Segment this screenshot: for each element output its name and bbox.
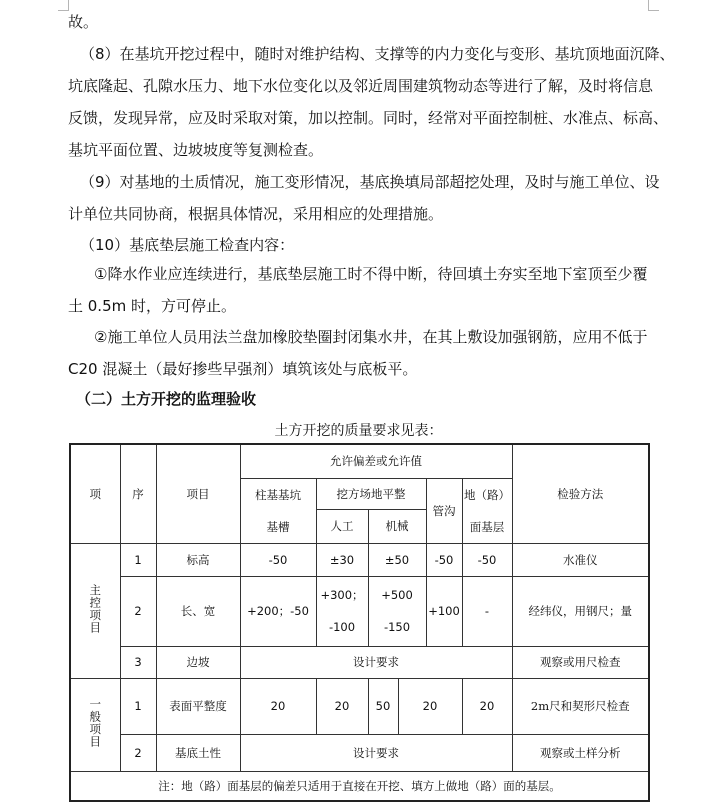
cell-road: -50	[462, 543, 512, 576]
cell-machine: 50	[368, 678, 398, 734]
cell-seq: 2	[120, 576, 156, 646]
page-corner-mark-right	[648, 0, 659, 11]
text-line: 基坑平面位置、边坡坡度等复测检查。	[68, 141, 324, 159]
group-label: 主控项目	[88, 584, 103, 634]
table-note: 注：地（路）面基层的偏差只适用于直接在开挖、填方上做地（路）面的基层。	[70, 771, 649, 801]
table-row	[70, 576, 649, 646]
cell-line: -150	[383, 620, 411, 634]
table-caption: 土方开挖的质量要求见表：	[274, 423, 443, 439]
header-project: 项目	[156, 444, 240, 543]
cell-seq: 2	[120, 734, 156, 771]
cell-method: 观察或土样分析	[512, 734, 649, 771]
cell-project: 边坡	[156, 646, 240, 678]
cell-road: 20	[462, 678, 512, 734]
cell-machine: ±50	[368, 543, 426, 576]
header-item: 项	[70, 444, 120, 543]
cell-road: -	[462, 576, 512, 646]
cell-line: +300；	[320, 588, 364, 602]
paragraph-8	[68, 38, 675, 166]
header-machine: 机械	[368, 509, 426, 543]
paragraph-9	[68, 166, 660, 230]
cell-pit: -50	[240, 543, 316, 576]
text-line: ①降水作业应连续进行，基底垫层施工时不得中断，待回填土夯实至地下室顶至少覆	[94, 265, 648, 283]
cell-pit: 20	[240, 678, 316, 734]
cell-method: 经纬仪，用钢尺；量	[512, 576, 649, 646]
cell-method: 观察或用尺检查	[512, 646, 649, 678]
paragraph-intro	[68, 6, 648, 38]
cell-project: 表面平整度	[156, 678, 240, 734]
text-line: （9）对基地的土质情况，施工变形情况，基底换填局部超挖处理，及时与施工单位、设	[80, 173, 660, 191]
cell-project: 基底土性	[156, 734, 240, 771]
text-line: 计单位共同协商，根据具体情况，采用相应的处理措施。	[68, 205, 444, 223]
header-road-line2: 面基层	[469, 519, 505, 534]
cell-machine	[368, 576, 426, 646]
quality-requirements-table	[69, 443, 650, 802]
text-line: 土 0.5m 时，方可停止。	[68, 297, 237, 315]
cell-design-requirement: 设计要求	[240, 734, 512, 771]
cell-pipe: 20	[398, 678, 462, 734]
header-seq: 序	[120, 444, 156, 543]
table-row	[70, 646, 649, 678]
text-line: C20 混凝土（最好掺些早强剂）填筑该处与底板平。	[68, 360, 418, 378]
text-line: ②施工单位人员用法兰盘加橡胶垫圈封闭集水井，在其上敷设加强钢筋，应用不低于	[94, 328, 648, 346]
cell-design-requirement: 设计要求	[240, 646, 512, 678]
header-pit-line1: 柱基基坑	[255, 487, 301, 502]
text-line: （8）在基坑开挖过程中，随时对维护结构、支撑等的内力变化与变形、基坑顶地面沉降、	[80, 45, 675, 63]
cell-method: 2m尺和契形尺检查	[512, 678, 649, 734]
group-main-control	[70, 543, 120, 678]
paragraph-item-2	[68, 321, 648, 385]
cell-project: 标高	[156, 543, 240, 576]
cell-pipe: +100	[426, 576, 462, 646]
header-site-level: 挖方场地平整	[316, 478, 426, 509]
cell-manual	[316, 576, 368, 646]
paragraph-10	[68, 229, 648, 261]
text-line: 反馈，发现异常，应及时采取对策，加以控制。同时，经常对平面控制桩、水准点、标高、	[68, 109, 669, 127]
cell-pipe: -50	[426, 543, 462, 576]
cell-line: -100	[328, 620, 356, 634]
text-line: 故。	[68, 13, 99, 31]
cell-method: 水准仪	[512, 543, 649, 576]
header-tolerance: 允许偏差或允许值	[240, 444, 512, 478]
header-pit-line2: 基槽	[266, 519, 290, 534]
group-label: 一般项目	[88, 698, 103, 748]
table-row	[70, 543, 649, 576]
text-line: 坑底隆起、孔隙水压力、地下水位变化以及邻近周围建筑物动态等进行了解，及时将信息	[68, 77, 654, 95]
table-row	[70, 734, 649, 771]
table-row	[70, 678, 649, 734]
header-row	[70, 444, 649, 478]
header-method: 检验方法	[512, 444, 649, 543]
header-pit	[240, 478, 316, 543]
cell-manual: ±30	[316, 543, 368, 576]
cell-seq: 1	[120, 543, 156, 576]
header-manual: 人工	[316, 509, 368, 543]
table-note-row	[70, 771, 649, 801]
section-heading: （二）土方开挖的监理验收	[76, 390, 257, 408]
cell-project: 长、宽	[156, 576, 240, 646]
text-line: （10）基底垫层施工检查内容：	[80, 236, 295, 254]
header-pipe: 管沟	[426, 478, 462, 543]
header-road-line1: 地（路）	[464, 487, 510, 502]
paragraph-item-1	[68, 258, 648, 322]
cell-line: +500	[381, 588, 413, 602]
cell-seq: 3	[120, 646, 156, 678]
cell-pit: +200；-50	[240, 576, 316, 646]
cell-manual: 20	[316, 678, 368, 734]
group-general	[70, 678, 120, 771]
cell-seq: 1	[120, 678, 156, 734]
header-road	[462, 478, 512, 543]
